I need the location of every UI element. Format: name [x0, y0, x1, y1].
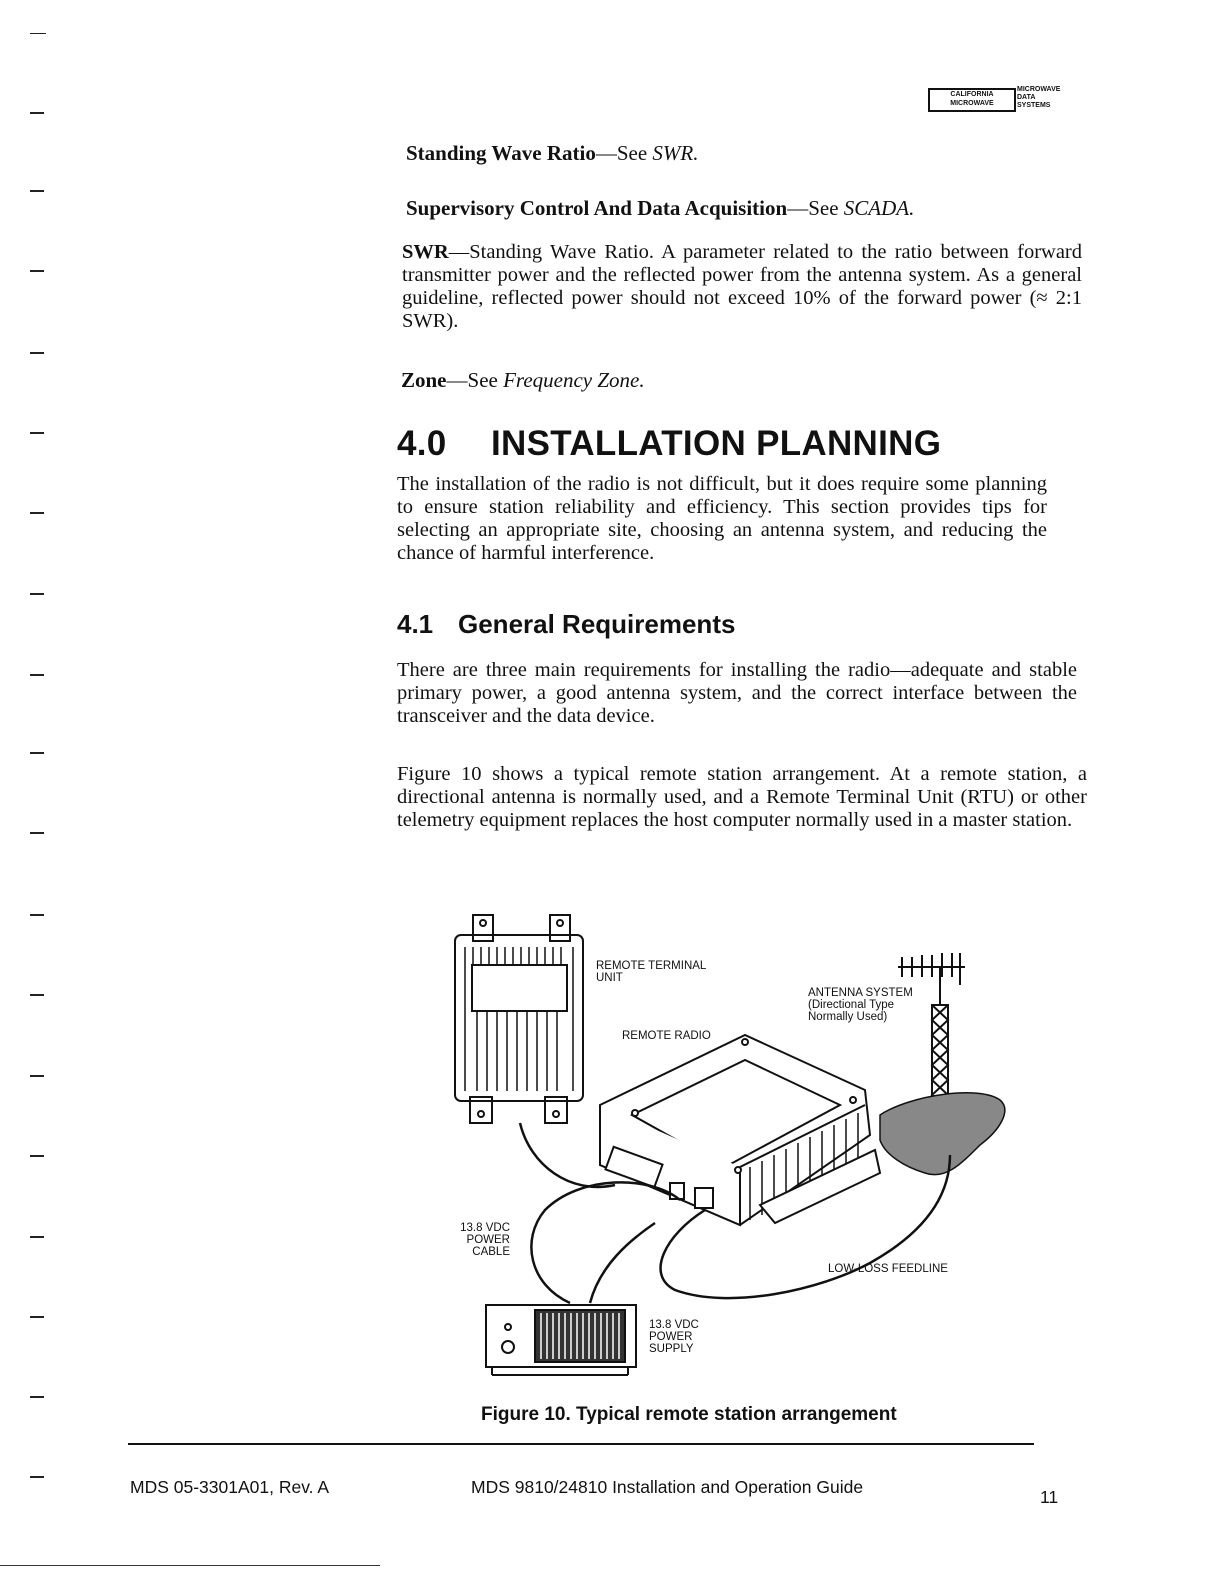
scan-mark	[30, 352, 44, 354]
scan-mark	[30, 112, 44, 114]
scan-mark	[30, 270, 44, 272]
scan-mark	[30, 832, 44, 834]
glossary-see: —See	[595, 141, 653, 165]
antenna-label	[808, 987, 913, 1023]
section-number: 4.0	[397, 424, 447, 463]
label-line: CABLE	[472, 1246, 510, 1258]
scan-mark	[30, 1075, 44, 1077]
glossary-entry	[401, 369, 645, 391]
scan-mark	[30, 33, 46, 34]
footer-rule	[128, 1443, 1034, 1445]
figure-caption: Figure 10. Typical remote station arrangement	[481, 1404, 897, 1425]
scan-mark	[30, 190, 44, 192]
scan-mark	[30, 752, 44, 754]
glossary-see: —See	[787, 196, 844, 220]
figure-10	[440, 905, 1020, 1395]
label-line: 13.8 VDC	[649, 1319, 699, 1331]
glossary-entry	[406, 197, 914, 219]
label-line: POWER	[466, 1234, 510, 1246]
label-line: POWER	[649, 1331, 693, 1343]
ground-patch	[880, 1093, 1005, 1175]
logo-text: MICROWAVE	[1017, 86, 1061, 93]
page-number: 11	[1040, 1487, 1059, 1507]
rtu-label	[596, 960, 706, 984]
glossary-term: Zone	[401, 368, 447, 392]
paragraph: There are three main requirements for installing the radio—adequate and stable primary power, a good antenna system, and the correct interface between the transceiver and the data device.	[397, 659, 1077, 727]
logo-text: MICROWAVE	[950, 100, 994, 107]
glossary-term: Standing Wave Ratio	[406, 141, 596, 165]
glossary-entry	[402, 241, 1082, 333]
section-heading	[397, 424, 941, 464]
label-line: ANTENNA SYSTEM	[808, 987, 913, 999]
radio-label: REMOTE RADIO	[622, 1030, 711, 1042]
scan-mark	[30, 1155, 44, 1157]
scan-edge-line	[0, 1565, 380, 1566]
scan-mark	[30, 432, 44, 434]
scan-mark	[30, 914, 44, 916]
glossary-ref: SCADA.	[843, 196, 915, 220]
power-cable-label	[452, 1222, 510, 1258]
section-title: INSTALLATION PLANNING	[491, 424, 942, 463]
station-diagram	[440, 905, 1020, 1395]
logo-text: DATA	[1017, 94, 1036, 101]
label-line: (Directional Type	[808, 999, 895, 1011]
glossary-term: SWR	[402, 241, 449, 263]
logo-text: SYSTEMS	[1017, 102, 1051, 109]
glossary-term: Supervisory Control And Data Acquisition	[406, 196, 788, 220]
label-line: 13.8 VDC	[460, 1222, 510, 1234]
label-line: UNIT	[596, 972, 623, 984]
scan-mark	[30, 512, 44, 514]
footer-guide-title: MDS 9810/24810 Installation and Operation Guide	[471, 1477, 864, 1497]
scan-mark	[30, 1396, 44, 1398]
scan-mark	[30, 1316, 44, 1318]
logo-text: CALIFORNIA	[950, 91, 994, 98]
scan-mark	[30, 593, 44, 595]
footer-doc-number: MDS 05-3301A01, Rev. A	[130, 1477, 330, 1497]
power-supply-label	[649, 1319, 699, 1355]
section-intro: The installation of the radio is not difficult, but it does require some planning to ensure station reliability and efficiency. This section provides tips for selecting an appropriate site, choosing an antenna system, and reducing the chance of harmful interference.	[397, 473, 1047, 564]
glossary-definition: Standing Wave Ratio. A parameter related to the ratio between forward transmitter power and the reflected power from the antenna system. As a general guideline, reflected power should not exceed 10% of the forward power (≈ 2:1 SWR).	[402, 241, 1082, 332]
glossary-dash: —	[448, 241, 470, 263]
power-supply-drawing	[486, 1305, 636, 1375]
rtu-drawing	[455, 915, 583, 1123]
scan-mark	[30, 1236, 44, 1238]
glossary-ref: SWR.	[652, 141, 699, 165]
scan-mark	[30, 994, 44, 996]
label-line: REMOTE TERMINAL	[596, 960, 707, 972]
company-logo	[928, 86, 1064, 112]
feedline-label: LOW-LOSS FEEDLINE	[828, 1263, 948, 1275]
scan-mark	[30, 674, 44, 676]
scan-mark	[30, 1476, 44, 1478]
glossary-ref: Frequency Zone.	[503, 368, 645, 392]
radio-drawing	[600, 1035, 880, 1225]
glossary-entry	[406, 142, 698, 164]
logo-box	[928, 88, 1016, 112]
label-line: SUPPLY	[649, 1343, 694, 1355]
subsection-number: 4.1	[397, 609, 434, 639]
subsection-title: General Requirements	[458, 609, 736, 639]
logo-side	[1017, 86, 1067, 110]
glossary-see: —See	[446, 368, 504, 392]
subsection-heading	[397, 609, 735, 640]
paragraph: Figure 10 shows a typical remote station arrangement. At a remote station, a directional antenna is normally used, and a Remote Terminal Unit (RTU) or other telemetry equipment replaces the host computer normally used in a master station.	[397, 763, 1087, 831]
label-line: Normally Used)	[808, 1011, 888, 1023]
